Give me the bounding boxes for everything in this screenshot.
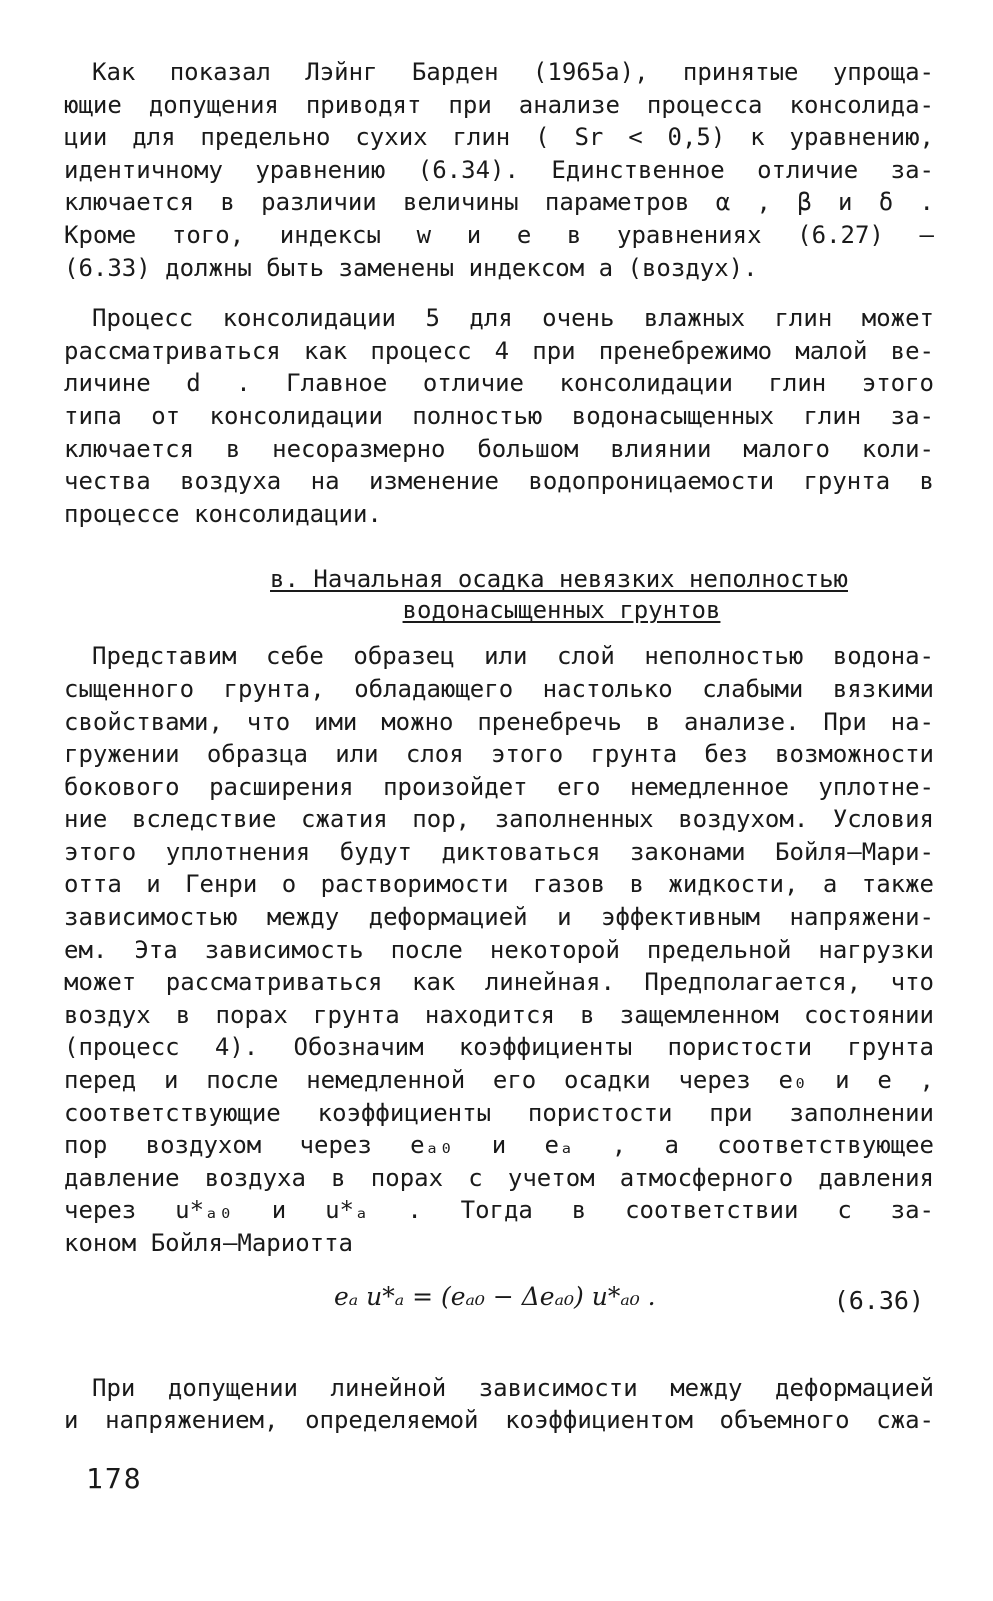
equation-expression: eₐ u*ₐ = (eₐ₀ − Δeₐ₀) u*ₐ₀ . [334, 1281, 656, 1311]
text-line: чества воздуха на изменение водопроницаемости грунта в [64, 467, 934, 496]
text-line: через u*ₐ₀ и u*ₐ . Тогда в соответствии с за- [64, 1196, 934, 1225]
text-line: зависимостью между деформацией и эффективным напряжени- [64, 903, 934, 932]
section-heading [64, 564, 934, 626]
text-line: личине d . Главное отличие консолидации глин этого [64, 369, 934, 398]
paragraph-1 [64, 56, 934, 284]
text-line: ние вследствие сжатия пор, заполненных воздухом. Условия [64, 805, 934, 834]
text-line: пор воздухом через eₐ₀ и eₐ , а соответствующее [64, 1131, 934, 1160]
text-line: Представим себе образец или слой неполностью водона- [92, 642, 934, 671]
text-line: свойствами, что ими можно пренебречь в анализе. При на- [64, 707, 934, 736]
section-heading-line-2: водонасыщенных грунтов [402, 596, 721, 625]
paragraph-3 [64, 640, 934, 1259]
paragraph-2 [64, 302, 934, 530]
text-line: ющие допущения приводят при анализе процесса консолида- [64, 90, 934, 119]
text-line: сыщенного грунта, обладающего настолько слабыми вязкими [64, 674, 934, 703]
text-line: Процесс консолидации 5 для очень влажных глин может [92, 304, 934, 333]
text-line: (6.33) должны быть заменены индексом a (воздух). [64, 253, 758, 282]
equation-6-36 [64, 1280, 934, 1326]
text-line: Кроме того, индексы w и e в уравнениях (6.27) – [64, 220, 934, 249]
paragraph-4 [64, 1372, 934, 1437]
text-line: При допущении линейной зависимости между деформацией [92, 1373, 934, 1402]
text-line: может рассматриваться как линейная. Предполагается, что [64, 968, 934, 997]
page-content [64, 56, 934, 1437]
section-heading-line-1: в. Начальная осадка невязких неполностью [270, 565, 848, 594]
text-line: ключается в несоразмерно большом влиянии малого коли- [64, 434, 934, 463]
text-line: ем. Эта зависимость после некоторой предельной нагрузки [64, 935, 934, 964]
text-line: ции для предельно сухих глин ( Sr < 0,5) к уравнению, [64, 123, 934, 152]
text-line: давление воздуха в порах с учетом атмосферного давления [64, 1163, 934, 1192]
text-line: процессе консолидации. [64, 499, 382, 528]
text-line: типа от консолидации полностью водонасыщенных глин за- [64, 401, 934, 430]
text-line: ключается в различии величины параметров α , β и δ . [64, 188, 934, 217]
text-line: идентичному уравнению (6.34). Единственное отличие за- [64, 155, 934, 184]
text-line: коном Бойля–Мариотта [64, 1229, 353, 1257]
text-line: Как показал Лэйнг Барден (1965а), принятые упроща- [92, 58, 934, 86]
text-line: соответствующие коэффициенты пористости при заполнении [64, 1098, 934, 1127]
text-line: гружении образца или слоя этого грунта без возможности [64, 740, 934, 769]
text-line: рассматриваться как процесс 4 при пренебрежимо малой ве- [64, 336, 934, 365]
text-line: и напряжением, определяемой коэффициентом объемного сжа- [64, 1406, 934, 1435]
text-line: отта и Генри о растворимости газов в жидкости, а также [64, 870, 934, 899]
equation-number: (6.36) [833, 1285, 924, 1315]
text-line: воздух в порах грунта находится в защемленном состоянии [64, 1000, 934, 1029]
page-number: 178 [86, 1462, 143, 1495]
text-line: бокового расширения произойдет его немедленное уплотне- [64, 772, 934, 801]
text-line: перед и после немедленной его осадки через e₀ и e , [64, 1066, 934, 1095]
text-line: (процесс 4). Обозначим коэффициенты пористости грунта [64, 1033, 934, 1062]
text-line: этого уплотнения будут диктоваться законами Бойля–Мари- [64, 837, 934, 866]
